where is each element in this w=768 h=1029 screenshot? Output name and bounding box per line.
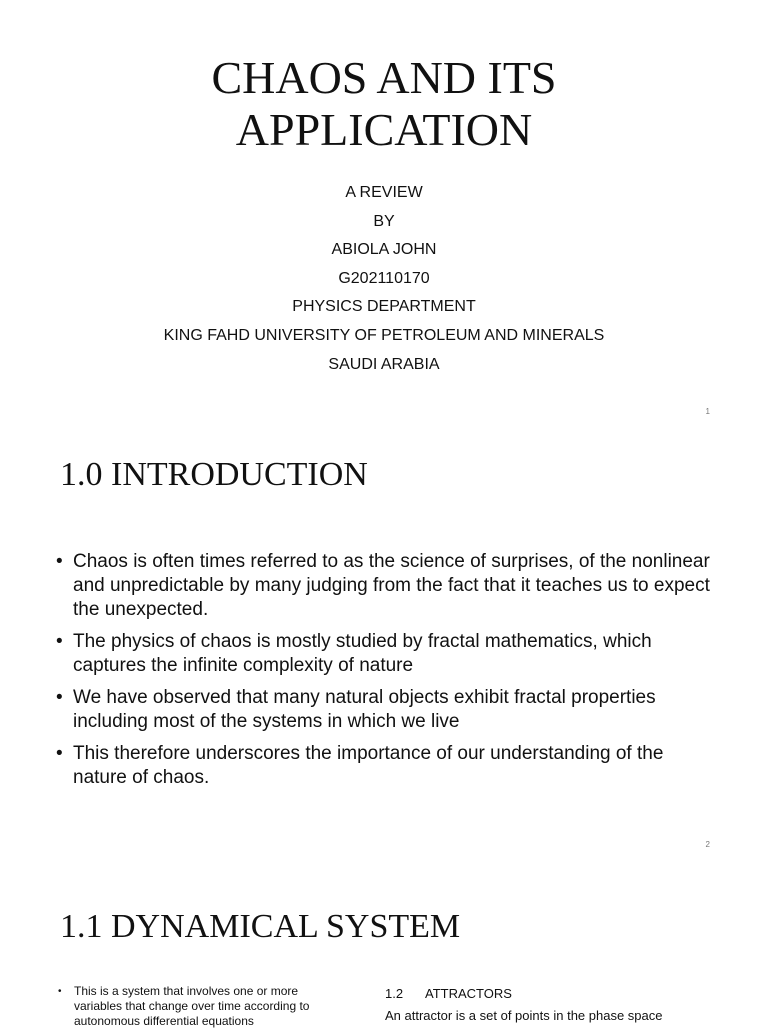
introduction-slide — [0, 432, 768, 864]
page-number: 1 — [705, 407, 710, 416]
dynamical-system-slide — [0, 864, 768, 1028]
subtitle-line: SAUDI ARABIA — [328, 355, 440, 373]
list-item — [56, 742, 716, 790]
bullet-text: We have observed that many natural objects exhibit fractal properties including most of the systems in which we live — [73, 687, 656, 732]
subtitle-line: PHYSICS DEPARTMENT — [292, 298, 476, 316]
page-number: 2 — [705, 840, 710, 849]
bullet-text: This therefore underscores the importance of our understanding of the nature of chaos. — [73, 743, 664, 788]
bullet-list — [56, 550, 716, 798]
section-text: An attractor is a set of points in the phase space — [385, 1008, 663, 1023]
bullet-icon: • — [56, 687, 63, 708]
list-item — [56, 550, 716, 622]
presentation-title — [0, 52, 768, 156]
section-subheading — [385, 983, 715, 1005]
bullet-icon: • — [56, 743, 63, 764]
title-line: CHAOS AND ITS — [211, 52, 557, 103]
author-block — [0, 179, 768, 379]
attractors-section — [385, 983, 715, 1027]
list-item — [56, 686, 716, 734]
slide-heading: 1.1 DYNAMICAL SYSTEM — [60, 908, 461, 945]
subtitle-line: KING FAHD UNIVERSITY OF PETROLEUM AND MINERALS — [163, 326, 605, 344]
bullet-icon: • — [56, 551, 63, 572]
section-number: 1.2 — [385, 986, 404, 1001]
bullet-text: Chaos is often times referred to as the science of surprises, of the nonlinear and unpredictable by many judging from the fact that it teaches us to expect the unexpected. — [73, 551, 710, 620]
bullet-text: The physics of chaos is mostly studied by fractal mathematics, which captures the infinite complexity of nature — [73, 631, 652, 676]
section-title: ATTRACTORS — [425, 986, 512, 1001]
title-slide — [0, 0, 768, 432]
title-line: APPLICATION — [235, 104, 533, 155]
subtitle-line: G202110170 — [338, 269, 430, 287]
subtitle-line: A REVIEW — [345, 184, 423, 201]
subtitle-line: BY — [373, 212, 395, 230]
list-item — [56, 630, 716, 678]
list-item — [58, 984, 348, 1029]
bullet-icon: • — [58, 986, 62, 997]
bullet-icon: • — [56, 631, 63, 652]
subtitle-line: ABIOLA JOHN — [331, 241, 437, 259]
slide-heading: 1.0 INTRODUCTION — [60, 456, 368, 493]
bullet-list — [58, 984, 348, 1029]
bullet-text: This is a system that involves one or more variables that change over time according to autonomous differential equations — [74, 984, 310, 1028]
